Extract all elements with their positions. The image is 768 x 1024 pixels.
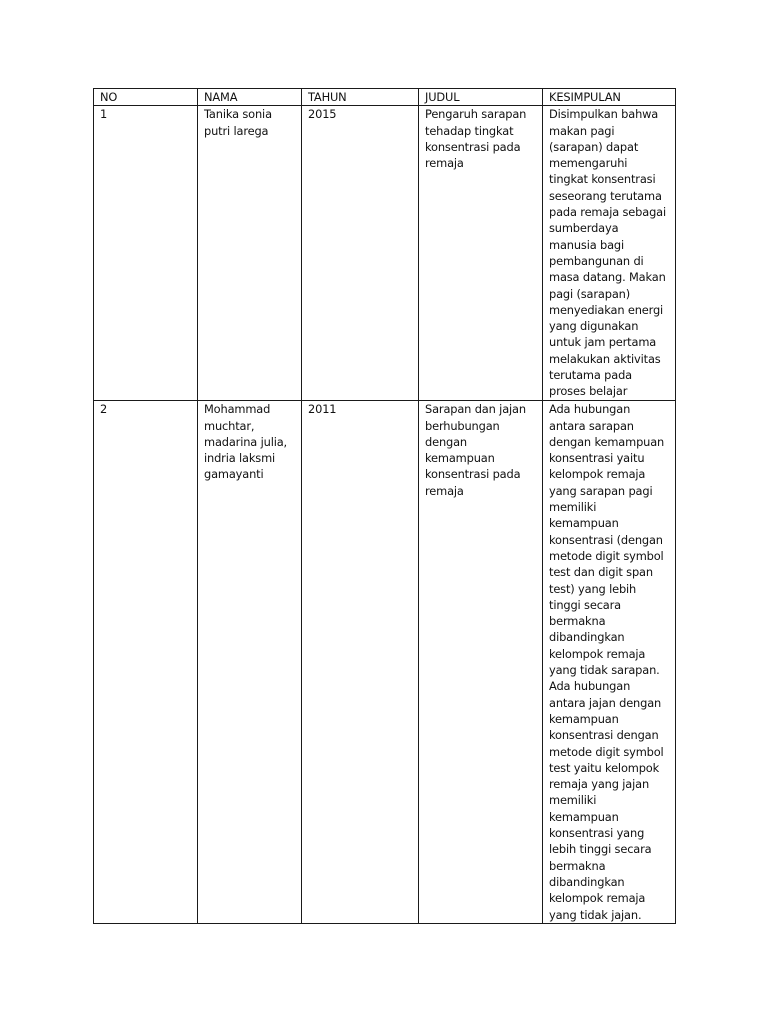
cell-judul: Pengaruh sarapan tehadap tingkat konsentrasi pada remaja (419, 106, 543, 401)
cell-kesimpulan: Disimpulkan bahwa makan pagi (sarapan) dapat memengaruhi tingkat konsentrasi seseorang terutama pada remaja sebagai sumberdaya manusia bagi pembangunan di masa datang. Makan pagi (sarapan) menyediakan energi yang digunakan untuk jam pertama melakukan aktivitas terutama pada proses belajar (543, 106, 676, 401)
cell-kesimpulan: Ada hubungan antara sarapan dengan kemampuan konsentrasi yaitu kelompok remaja yang sarapan pagi memiliki kemampuan konsentrasi (dengan metode digit symbol test dan digit span test) yang lebih tinggi secara bermakna dibandingkan kelompok remaja yang tidak sarapan. Ada hubungan antara jajan dengan kemampuan konsentrasi dengan metode digit symbol test yaitu kelompok remaja yang jajan memiliki kemampuan konsentrasi yang lebih tinggi secara bermakna dibandingkan kelompok remaja yang tidak jajan. (543, 401, 676, 924)
cell-tahun: 2011 (302, 401, 419, 924)
header-kesimpulan: KESIMPULAN (543, 89, 676, 106)
table-row (94, 106, 676, 401)
cell-tahun: 2015 (302, 106, 419, 401)
cell-judul: Sarapan dan jajan berhubungan dengan kemampuan konsentrasi pada remaja (419, 401, 543, 924)
literature-table (93, 88, 676, 924)
table-header-row (94, 89, 676, 106)
cell-no: 1 (94, 106, 198, 401)
header-tahun: TAHUN (302, 89, 419, 106)
cell-no: 2 (94, 401, 198, 924)
cell-nama: Mohammad muchtar, madarina julia, indria laksmi gamayanti (198, 401, 302, 924)
header-nama: NAMA (198, 89, 302, 106)
header-no: NO (94, 89, 198, 106)
header-judul: JUDUL (419, 89, 543, 106)
cell-nama: Tanika sonia putri larega (198, 106, 302, 401)
table-row (94, 401, 676, 924)
